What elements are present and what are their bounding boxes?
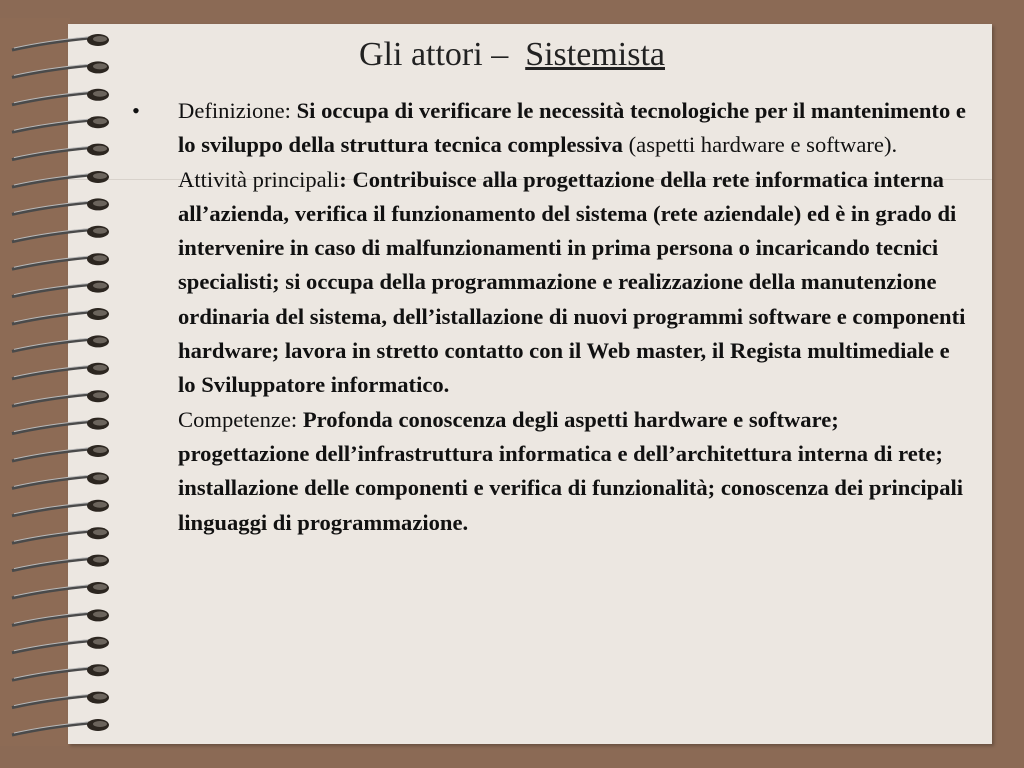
binding-ring	[12, 609, 109, 625]
title-main: Sistemista	[525, 36, 665, 73]
binding-ring	[12, 692, 109, 708]
bullet-point: •	[132, 98, 140, 123]
binding-ring	[12, 390, 109, 406]
definizione-tail: (aspetti hardware e software).	[628, 132, 898, 158]
attivita-text: : Contribuisce alla progettazione della rete informatica interna all’azienda, verifica il funzionamento del sistema (rete aziendale) ed è in grado di intervenire in caso di malfunzionamenti in prima persona o incaricando tecnici specialisti; si occupa della programmazione e realizzazione della manutenzione ordinaria del sistema, dell’istallazione di nuovi programmi software e componenti hardware; lavora in stretto contatto con il Web master, il Regista multimediale e lo Sviluppatore informatico.	[178, 166, 966, 398]
competenze-paragraph	[178, 403, 972, 540]
binding-ring	[12, 500, 109, 516]
binding-ring	[12, 445, 109, 461]
binding-ring	[12, 144, 109, 160]
definizione-text: Si occupa di verificare le necessità tecnologiche per il mantenimento e lo sviluppo della struttura tecnica complessiva	[178, 98, 966, 158]
binding-ring	[12, 582, 109, 598]
binding-ring	[12, 719, 109, 735]
title-prefix: Gli attori –	[359, 36, 509, 73]
binding-ring	[12, 198, 109, 214]
binding-ring	[12, 171, 109, 187]
attivita-label: Attività principali	[178, 166, 340, 192]
binding-ring	[12, 253, 109, 269]
attivita-paragraph	[178, 163, 972, 403]
binding-ring	[12, 363, 109, 379]
binding-ring	[12, 226, 109, 242]
binding-ring	[12, 472, 109, 488]
competenze-label: Competenze:	[178, 406, 298, 432]
binding-ring	[12, 335, 109, 351]
binding-ring	[12, 555, 109, 571]
competenze-text: Profonda conoscenza degli aspetti hardware e software; progettazione dell’infrastruttura informatica e dell’architettura interna di rete; installazione delle componenti e verifica di funzionalità; conoscenza dei principali linguaggi di programmazione.	[178, 406, 964, 535]
binding-ring	[12, 281, 109, 297]
slide-content	[132, 94, 972, 540]
binding-ring	[12, 418, 109, 434]
binding-ring	[12, 308, 109, 324]
spiral-binding-icon	[8, 22, 118, 746]
binding-ring	[12, 89, 109, 105]
definizione-paragraph	[178, 94, 972, 163]
slide-title	[0, 36, 1024, 74]
definizione-label: Definizione:	[178, 98, 291, 123]
binding-ring	[12, 527, 109, 543]
binding-ring	[12, 637, 109, 653]
bullet-text	[178, 94, 972, 540]
binding-ring	[12, 664, 109, 680]
binding-ring	[12, 116, 109, 132]
